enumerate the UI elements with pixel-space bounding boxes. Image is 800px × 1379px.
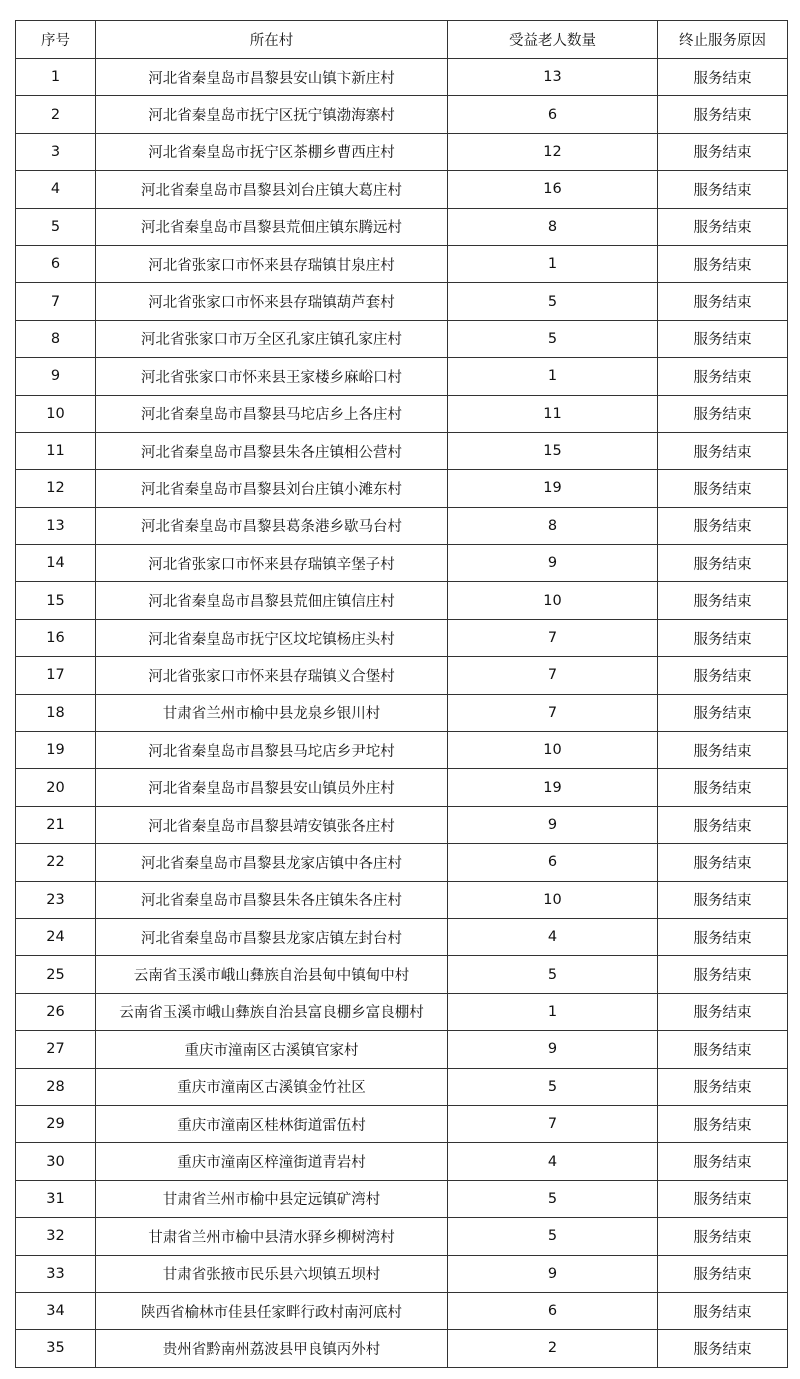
cell-beneficiary-count: 10 [448,582,658,619]
table-row [16,1143,788,1180]
cell-termination-reason: 服务结束 [658,432,788,469]
cell-beneficiary-count: 5 [448,320,658,357]
cell-termination-reason: 服务结束 [658,619,788,656]
table-row [16,1031,788,1068]
table-row [16,1105,788,1142]
cell-village: 重庆市潼南区古溪镇金竹社区 [96,1068,448,1105]
cell-beneficiary-count: 10 [448,881,658,918]
cell-index: 14 [16,545,96,582]
cell-termination-reason: 服务结束 [658,1180,788,1217]
cell-beneficiary-count: 1 [448,245,658,282]
cell-beneficiary-count: 19 [448,769,658,806]
cell-index: 13 [16,507,96,544]
cell-termination-reason: 服务结束 [658,545,788,582]
cell-village: 河北省张家口市怀来县存瑞镇辛堡子村 [96,545,448,582]
table-row [16,245,788,282]
cell-beneficiary-count: 9 [448,1031,658,1068]
cell-termination-reason: 服务结束 [658,844,788,881]
cell-index: 19 [16,732,96,769]
cell-village: 甘肃省兰州市榆中县定远镇矿湾村 [96,1180,448,1217]
cell-village: 河北省秦皇岛市昌黎县荒佃庄镇信庄村 [96,582,448,619]
table-row [16,657,788,694]
cell-village: 河北省秦皇岛市昌黎县马坨店乡尹坨村 [96,732,448,769]
table-row [16,1180,788,1217]
service-termination-table-container [15,20,788,1368]
cell-village: 重庆市潼南区桂林街道雷伍村 [96,1105,448,1142]
cell-index: 27 [16,1031,96,1068]
cell-village: 河北省秦皇岛市昌黎县朱各庄镇相公营村 [96,432,448,469]
cell-termination-reason: 服务结束 [658,59,788,96]
header-row [16,21,788,59]
cell-beneficiary-count: 9 [448,1255,658,1292]
cell-village: 河北省秦皇岛市抚宁区坟坨镇杨庄头村 [96,619,448,656]
table-row [16,59,788,96]
cell-beneficiary-count: 5 [448,956,658,993]
cell-beneficiary-count: 7 [448,694,658,731]
cell-village: 贵州省黔南州荔波县甲良镇丙外村 [96,1330,448,1367]
cell-index: 35 [16,1330,96,1367]
cell-beneficiary-count: 6 [448,1292,658,1329]
table-row [16,320,788,357]
cell-termination-reason: 服务结束 [658,1031,788,1068]
cell-termination-reason: 服务结束 [658,769,788,806]
cell-termination-reason: 服务结束 [658,657,788,694]
cell-beneficiary-count: 5 [448,1068,658,1105]
cell-beneficiary-count: 5 [448,1218,658,1255]
cell-termination-reason: 服务结束 [658,1292,788,1329]
table-row [16,694,788,731]
cell-termination-reason: 服务结束 [658,395,788,432]
cell-index: 2 [16,96,96,133]
cell-village: 甘肃省兰州市榆中县龙泉乡银川村 [96,694,448,731]
cell-index: 17 [16,657,96,694]
cell-index: 18 [16,694,96,731]
cell-termination-reason: 服务结束 [658,956,788,993]
cell-index: 11 [16,432,96,469]
cell-index: 1 [16,59,96,96]
cell-index: 26 [16,993,96,1030]
cell-termination-reason: 服务结束 [658,732,788,769]
cell-termination-reason: 服务结束 [658,171,788,208]
cell-beneficiary-count: 9 [448,545,658,582]
cell-index: 25 [16,956,96,993]
cell-index: 23 [16,881,96,918]
cell-index: 33 [16,1255,96,1292]
cell-termination-reason: 服务结束 [658,993,788,1030]
table-row [16,545,788,582]
cell-index: 6 [16,245,96,282]
cell-termination-reason: 服务结束 [658,133,788,170]
cell-index: 21 [16,806,96,843]
cell-village: 河北省秦皇岛市昌黎县葛条港乡歇马台村 [96,507,448,544]
cell-beneficiary-count: 8 [448,208,658,245]
table-row [16,1292,788,1329]
cell-village: 河北省秦皇岛市抚宁区茶棚乡曹西庄村 [96,133,448,170]
table-row [16,395,788,432]
header-village: 所在村 [96,21,448,59]
cell-index: 8 [16,320,96,357]
cell-index: 7 [16,283,96,320]
cell-termination-reason: 服务结束 [658,283,788,320]
table-row [16,732,788,769]
cell-beneficiary-count: 1 [448,993,658,1030]
cell-beneficiary-count: 2 [448,1330,658,1367]
cell-beneficiary-count: 9 [448,806,658,843]
table-row [16,432,788,469]
cell-village: 河北省秦皇岛市昌黎县安山镇员外庄村 [96,769,448,806]
table-row [16,1255,788,1292]
cell-village: 重庆市潼南区古溪镇官家村 [96,1031,448,1068]
cell-village: 河北省秦皇岛市昌黎县荒佃庄镇东腾远村 [96,208,448,245]
table-row [16,1330,788,1367]
cell-beneficiary-count: 6 [448,844,658,881]
cell-village: 云南省玉溪市峨山彝族自治县甸中镇甸中村 [96,956,448,993]
cell-index: 4 [16,171,96,208]
header-termination-reason: 终止服务原因 [658,21,788,59]
cell-village: 河北省秦皇岛市昌黎县龙家店镇中各庄村 [96,844,448,881]
cell-village: 河北省秦皇岛市昌黎县刘台庄镇大葛庄村 [96,171,448,208]
cell-beneficiary-count: 5 [448,283,658,320]
header-index: 序号 [16,21,96,59]
cell-village: 甘肃省兰州市榆中县清水驿乡柳树湾村 [96,1218,448,1255]
header-beneficiary-count: 受益老人数量 [448,21,658,59]
cell-village: 河北省张家口市万全区孔家庄镇孔家庄村 [96,320,448,357]
table-row [16,208,788,245]
cell-beneficiary-count: 5 [448,1180,658,1217]
cell-termination-reason: 服务结束 [658,1255,788,1292]
cell-index: 30 [16,1143,96,1180]
cell-village: 河北省秦皇岛市昌黎县安山镇卞新庄村 [96,59,448,96]
table-row [16,993,788,1030]
cell-termination-reason: 服务结束 [658,1068,788,1105]
table-row [16,1068,788,1105]
cell-beneficiary-count: 16 [448,171,658,208]
cell-beneficiary-count: 7 [448,1105,658,1142]
cell-beneficiary-count: 7 [448,619,658,656]
cell-beneficiary-count: 7 [448,657,658,694]
cell-beneficiary-count: 1 [448,358,658,395]
table-row [16,507,788,544]
table-row [16,619,788,656]
table-row [16,171,788,208]
cell-termination-reason: 服务结束 [658,96,788,133]
cell-village: 河北省秦皇岛市昌黎县刘台庄镇小滩东村 [96,470,448,507]
cell-index: 3 [16,133,96,170]
cell-village: 河北省秦皇岛市抚宁区抚宁镇渤海寨村 [96,96,448,133]
cell-index: 5 [16,208,96,245]
cell-termination-reason: 服务结束 [658,881,788,918]
cell-termination-reason: 服务结束 [658,694,788,731]
table-row [16,806,788,843]
cell-index: 22 [16,844,96,881]
cell-termination-reason: 服务结束 [658,806,788,843]
table-body [16,59,788,1368]
cell-index: 34 [16,1292,96,1329]
table-row [16,918,788,955]
cell-beneficiary-count: 19 [448,470,658,507]
cell-village: 河北省张家口市怀来县存瑞镇甘泉庄村 [96,245,448,282]
cell-index: 15 [16,582,96,619]
cell-village: 河北省秦皇岛市昌黎县靖安镇张各庄村 [96,806,448,843]
cell-village: 河北省秦皇岛市昌黎县龙家店镇左封台村 [96,918,448,955]
table-row [16,358,788,395]
cell-village: 河北省张家口市怀来县王家楼乡麻峪口村 [96,358,448,395]
cell-beneficiary-count: 4 [448,918,658,955]
service-termination-table [15,20,788,1368]
table-row [16,881,788,918]
cell-termination-reason: 服务结束 [658,1330,788,1367]
cell-index: 28 [16,1068,96,1105]
cell-termination-reason: 服务结束 [658,208,788,245]
cell-termination-reason: 服务结束 [658,245,788,282]
cell-village: 河北省张家口市怀来县存瑞镇义合堡村 [96,657,448,694]
cell-beneficiary-count: 10 [448,732,658,769]
table-row [16,769,788,806]
cell-termination-reason: 服务结束 [658,507,788,544]
cell-index: 32 [16,1218,96,1255]
cell-village: 河北省秦皇岛市昌黎县朱各庄镇朱各庄村 [96,881,448,918]
table-row [16,1218,788,1255]
cell-village: 河北省张家口市怀来县存瑞镇葫芦套村 [96,283,448,320]
cell-beneficiary-count: 12 [448,133,658,170]
table-header [16,21,788,59]
table-row [16,96,788,133]
cell-termination-reason: 服务结束 [658,470,788,507]
table-row [16,283,788,320]
cell-village: 云南省玉溪市峨山彝族自治县富良棚乡富良棚村 [96,993,448,1030]
cell-village: 河北省秦皇岛市昌黎县马坨店乡上各庄村 [96,395,448,432]
cell-beneficiary-count: 6 [448,96,658,133]
cell-termination-reason: 服务结束 [658,918,788,955]
cell-index: 16 [16,619,96,656]
cell-beneficiary-count: 8 [448,507,658,544]
table-row [16,582,788,619]
cell-index: 9 [16,358,96,395]
cell-index: 24 [16,918,96,955]
table-row [16,956,788,993]
cell-index: 10 [16,395,96,432]
cell-termination-reason: 服务结束 [658,1218,788,1255]
cell-index: 29 [16,1105,96,1142]
table-row [16,844,788,881]
cell-beneficiary-count: 4 [448,1143,658,1180]
table-row [16,470,788,507]
cell-beneficiary-count: 15 [448,432,658,469]
cell-index: 12 [16,470,96,507]
cell-termination-reason: 服务结束 [658,358,788,395]
cell-termination-reason: 服务结束 [658,1105,788,1142]
cell-village: 陕西省榆林市佳县任家畔行政村南河底村 [96,1292,448,1329]
cell-beneficiary-count: 11 [448,395,658,432]
cell-index: 20 [16,769,96,806]
cell-village: 甘肃省张掖市民乐县六坝镇五坝村 [96,1255,448,1292]
cell-village: 重庆市潼南区梓潼街道青岩村 [96,1143,448,1180]
cell-termination-reason: 服务结束 [658,320,788,357]
cell-termination-reason: 服务结束 [658,1143,788,1180]
cell-beneficiary-count: 13 [448,59,658,96]
cell-index: 31 [16,1180,96,1217]
table-row [16,133,788,170]
cell-termination-reason: 服务结束 [658,582,788,619]
